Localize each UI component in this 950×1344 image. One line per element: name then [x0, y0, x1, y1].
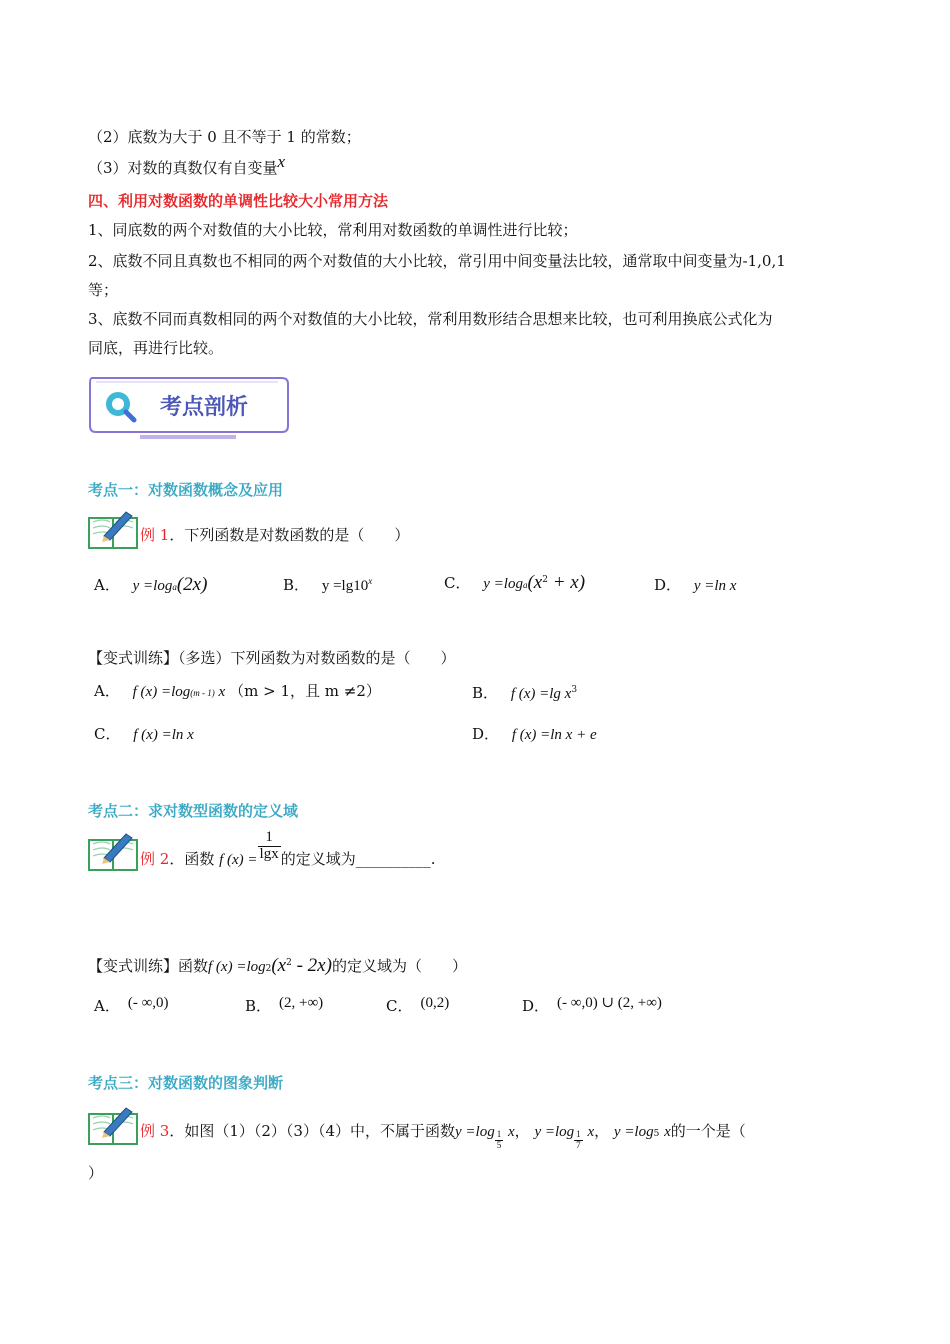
example-3-func-3: y =log	[613, 1124, 654, 1140]
kaodian-3-title: 考点三：对数函数的图象判断	[88, 1074, 284, 1092]
kaodian-banner	[86, 374, 292, 444]
example-3-post: 的一个是（	[670, 1122, 746, 1140]
option-letter: A．	[94, 682, 120, 700]
fraction-denominator: 5	[496, 1139, 502, 1150]
option-sup: x	[368, 576, 373, 586]
option-d[interactable]	[654, 574, 736, 595]
fraction-denominator: 7	[576, 1139, 581, 1150]
variable-x: x	[664, 1124, 671, 1140]
option-condition: （m > 1，且 m ≠2）	[229, 682, 381, 700]
option-expr: (0,2)	[420, 995, 450, 1011]
option-expr: (- ∞,0)	[127, 995, 169, 1011]
variant-2-option-b[interactable]	[245, 995, 323, 1016]
option-a[interactable]	[94, 574, 207, 596]
variant-2-func: f (x) =log	[208, 959, 266, 975]
intro-line-3	[88, 152, 286, 178]
variant-2-option-a[interactable]	[94, 995, 169, 1016]
option-sub: (m - 1)	[190, 688, 215, 698]
option-tail: + x)	[547, 572, 586, 593]
variant-2	[88, 955, 467, 977]
fraction-numerator: 1	[496, 1129, 502, 1140]
intro-line-3-text: （3）对数的真数仅有自变量	[88, 159, 278, 177]
kaodian-1-title: 考点一：对数函数概念及应用	[88, 481, 284, 499]
variant-1-option-c[interactable]	[94, 723, 194, 744]
method-item-2: 2、底数不同且真数也不相同的两个对数值的大小比较，常引用中间变量法比较，通常取中间变量为-1,0,1	[88, 252, 786, 270]
option-letter: B．	[472, 684, 499, 702]
option-letter: C．	[386, 997, 413, 1015]
fraction-denominator: lgx	[259, 845, 279, 862]
option-letter: B．	[283, 576, 310, 594]
fraction-numerator: 1	[258, 830, 281, 847]
option-tail: x	[214, 684, 226, 700]
intro-line-2: （2）底数为大于 0 且不等于 1 的常数；	[88, 128, 361, 146]
option-letter: A．	[94, 997, 120, 1015]
book-icon	[86, 830, 140, 878]
option-sup: 2	[542, 575, 548, 585]
option-expr: f (x) =lg x	[510, 686, 572, 702]
option-arg: (x	[527, 572, 543, 593]
fraction-numerator: 1	[576, 1129, 581, 1140]
option-letter: C．	[444, 574, 471, 592]
example-3-func-2: y =log	[534, 1124, 575, 1140]
method-item-2-cont: 等；	[88, 281, 119, 299]
example-3	[140, 1120, 746, 1150]
variant-2-sup: 2	[286, 958, 292, 968]
variant-2-pre: 【变式训练】函数	[88, 957, 209, 975]
variant-2-sub: 2	[265, 964, 272, 974]
example-2-label: 例 2	[140, 850, 170, 869]
option-sub: a	[522, 580, 528, 590]
variable-x: x	[507, 1124, 515, 1140]
option-sup: 3	[571, 685, 578, 695]
option-expr: (2, +∞)	[279, 995, 324, 1011]
example-3-pre: ．如图（1）（2）（3）（4）中，不属于函数	[169, 1122, 455, 1140]
option-expr: f (x) =log	[132, 684, 191, 700]
variant-2-tail: - 2x)	[291, 955, 332, 976]
example-2-post: 的定义域为__________.	[280, 850, 436, 869]
option-letter: C．	[94, 725, 121, 743]
base-fraction-2	[574, 1130, 583, 1150]
example-3-label: 例 3	[140, 1122, 170, 1140]
book-icon	[86, 508, 140, 556]
example-3-close: ）	[88, 1164, 104, 1182]
variant-1-option-a[interactable]	[94, 680, 381, 701]
variable-x: x	[277, 152, 286, 171]
option-letter: D．	[654, 576, 682, 594]
option-c[interactable]	[444, 572, 585, 594]
example-1-label: 例 1	[140, 526, 170, 544]
example-1-text: ．下列函数是对数函数的是（ ）	[169, 526, 410, 544]
option-expr: y =lg10	[321, 578, 369, 594]
example-2-pre: ．函数	[169, 850, 215, 869]
option-expr: y =log	[483, 576, 523, 592]
variant-2-post: 的定义域为（ ）	[331, 957, 467, 975]
variant-1-text: 【变式训练】（多选）下列函数为对数函数的是（ ）	[88, 649, 456, 667]
kaodian-2-title: 考点二：求对数型函数的定义域	[88, 802, 299, 820]
method-item-3: 3、底数不同而真数相同的两个对数值的大小比较，常利用数形结合思想来比较，也可利用换底公式化为	[88, 310, 773, 328]
example-2	[140, 829, 436, 869]
banner-title: 考点剖析	[160, 395, 249, 420]
variable-x: x	[587, 1124, 595, 1140]
option-expr: f (x) =ln x + e	[511, 727, 597, 743]
option-letter: A．	[94, 576, 120, 594]
example-1	[140, 524, 409, 545]
option-letter: D．	[472, 725, 500, 743]
variant-2-option-c[interactable]	[386, 995, 449, 1016]
fraction	[258, 830, 281, 863]
option-b[interactable]	[283, 574, 372, 595]
option-expr: (- ∞,0) ∪ (2, +∞)	[557, 995, 662, 1011]
example-2-func: f (x) =	[219, 852, 258, 869]
example-3-func-1: y =log	[455, 1124, 495, 1140]
method-item-1: 1、同底数的两个对数值的大小比较，常利用对数函数的单调性进行比较；	[88, 221, 578, 239]
separator: ，	[514, 1122, 530, 1140]
option-letter: B．	[245, 997, 272, 1015]
option-sub: a	[172, 582, 177, 592]
option-expr: y =ln x	[693, 578, 737, 594]
option-letter: D．	[522, 997, 550, 1015]
base-sub: 5	[653, 1129, 660, 1139]
variant-2-arg: (x	[271, 955, 287, 976]
variant-1-option-d[interactable]	[472, 723, 597, 744]
variant-1-option-b[interactable]	[472, 682, 577, 703]
variant-2-option-d[interactable]	[522, 995, 662, 1016]
option-arg: (2x)	[176, 574, 208, 595]
separator: ，	[594, 1122, 610, 1140]
method-item-3-cont: 同底，再进行比较。	[88, 339, 224, 357]
section-heading: 四、利用对数函数的单调性比较大小常用方法	[88, 192, 389, 210]
option-expr: y =log	[132, 578, 173, 594]
base-fraction-1	[495, 1130, 504, 1150]
book-icon	[86, 1104, 140, 1152]
option-expr: f (x) =ln x	[133, 727, 194, 743]
